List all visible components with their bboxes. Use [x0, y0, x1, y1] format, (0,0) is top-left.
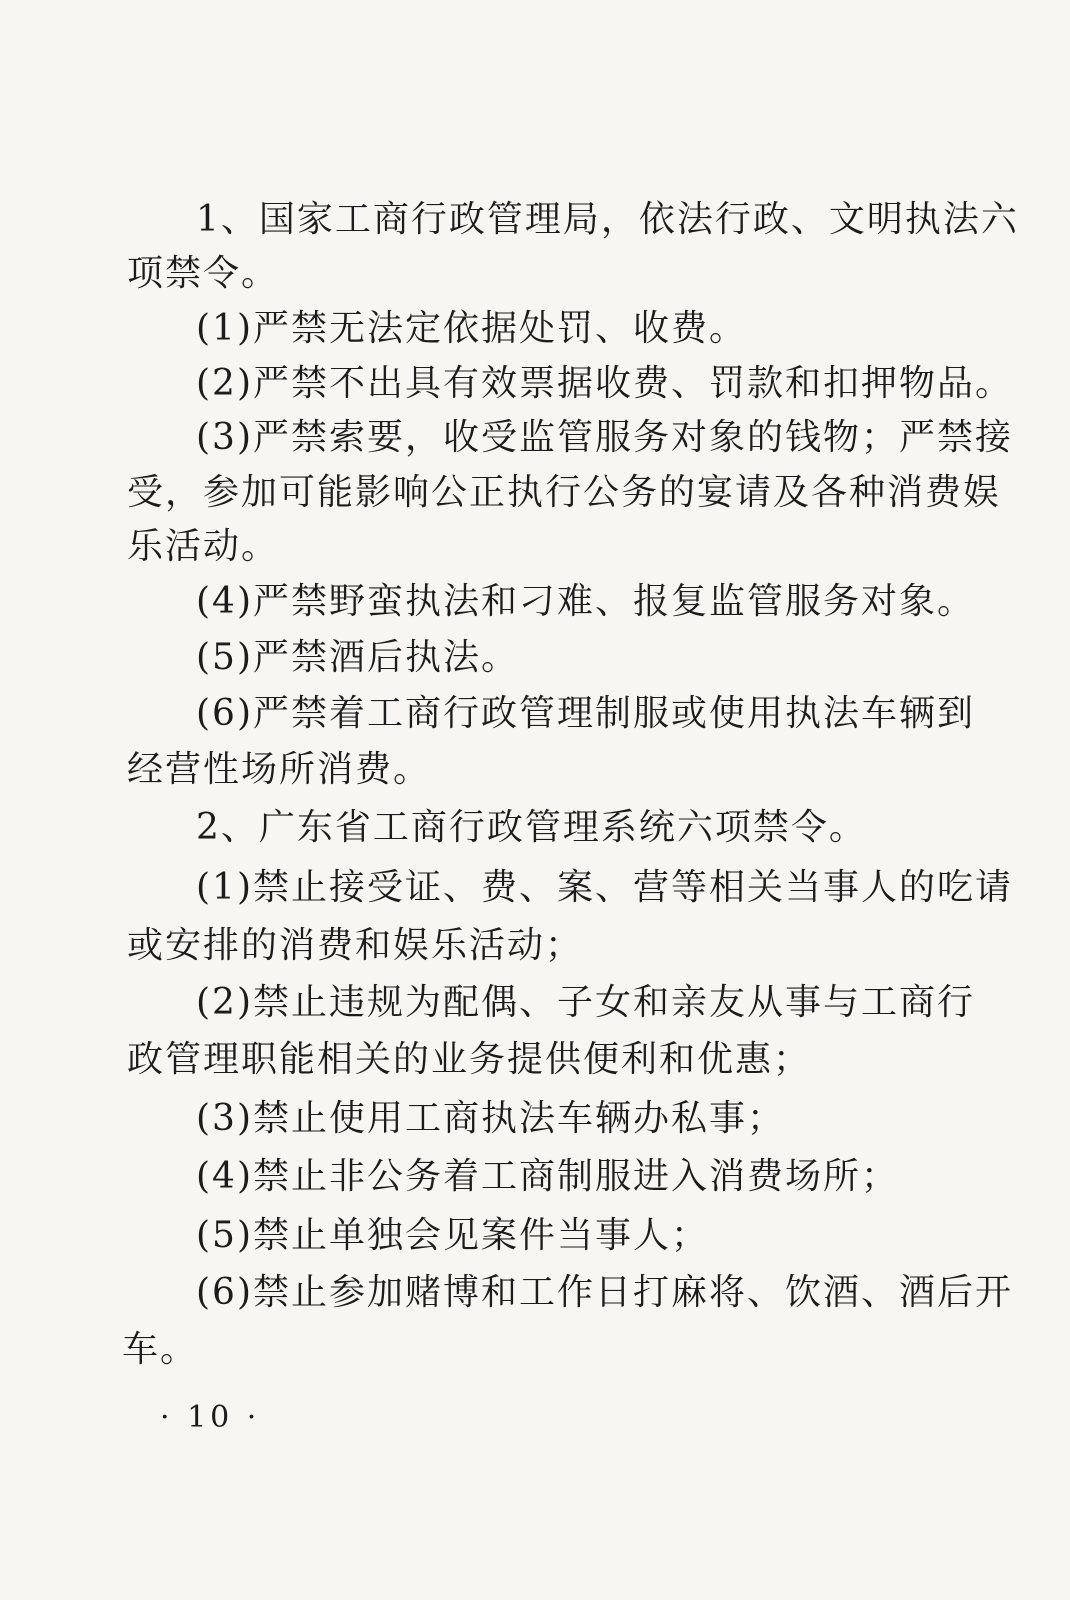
text-line: (5)禁止单独会见案件当事人； — [196, 1215, 709, 1256]
text-line: 经营性场所消费。 — [127, 749, 432, 790]
text-line: (2)严禁不出具有效票据收费、罚款和扣押物品。 — [196, 363, 1013, 404]
text-line: (3)禁止使用工商执法车辆办私事； — [196, 1098, 785, 1139]
text-line: 政管理职能相关的业务提供便利和优惠； — [127, 1039, 812, 1080]
text-line: 乐活动。 — [127, 526, 280, 567]
text-line: (5)严禁酒后执法。 — [196, 637, 519, 678]
text-line: 项禁令。 — [127, 253, 280, 294]
text-line: 1、国家工商行政管理局，依法行政、文明执法六 — [196, 199, 1019, 240]
page-number: · 10 · — [160, 1400, 261, 1435]
text-line: (1)禁止接受证、费、案、营等相关当事人的吃请 — [196, 867, 1013, 908]
text-line: 2、广东省工商行政管理系统六项禁令。 — [196, 807, 867, 848]
text-line: 或安排的消费和娱乐活动； — [127, 925, 584, 966]
text-line: (6)严禁着工商行政管理制服或使用执法车辆到 — [196, 693, 975, 734]
text-line: (3)严禁索要，收受监管服务对象的钱物；严禁接 — [196, 417, 1013, 458]
text-line: (2)禁止违规为配偶、子女和亲友从事与工商行 — [196, 982, 975, 1023]
text-line: (4)严禁野蛮执法和刁难、报复监管服务对象。 — [196, 581, 975, 622]
text-line: (4)禁止非公务着工商制服进入消费场所； — [196, 1156, 899, 1197]
text-line: 车。 — [122, 1329, 199, 1370]
text-line: (1)严禁无法定依据处罚、收费。 — [196, 308, 747, 349]
text-line: (6)禁止参加赌博和工作日打麻将、饮酒、酒后开 — [196, 1272, 1013, 1313]
text-line: 受，参加可能影响公正执行公务的宴请及各种消费娱 — [127, 472, 1002, 513]
